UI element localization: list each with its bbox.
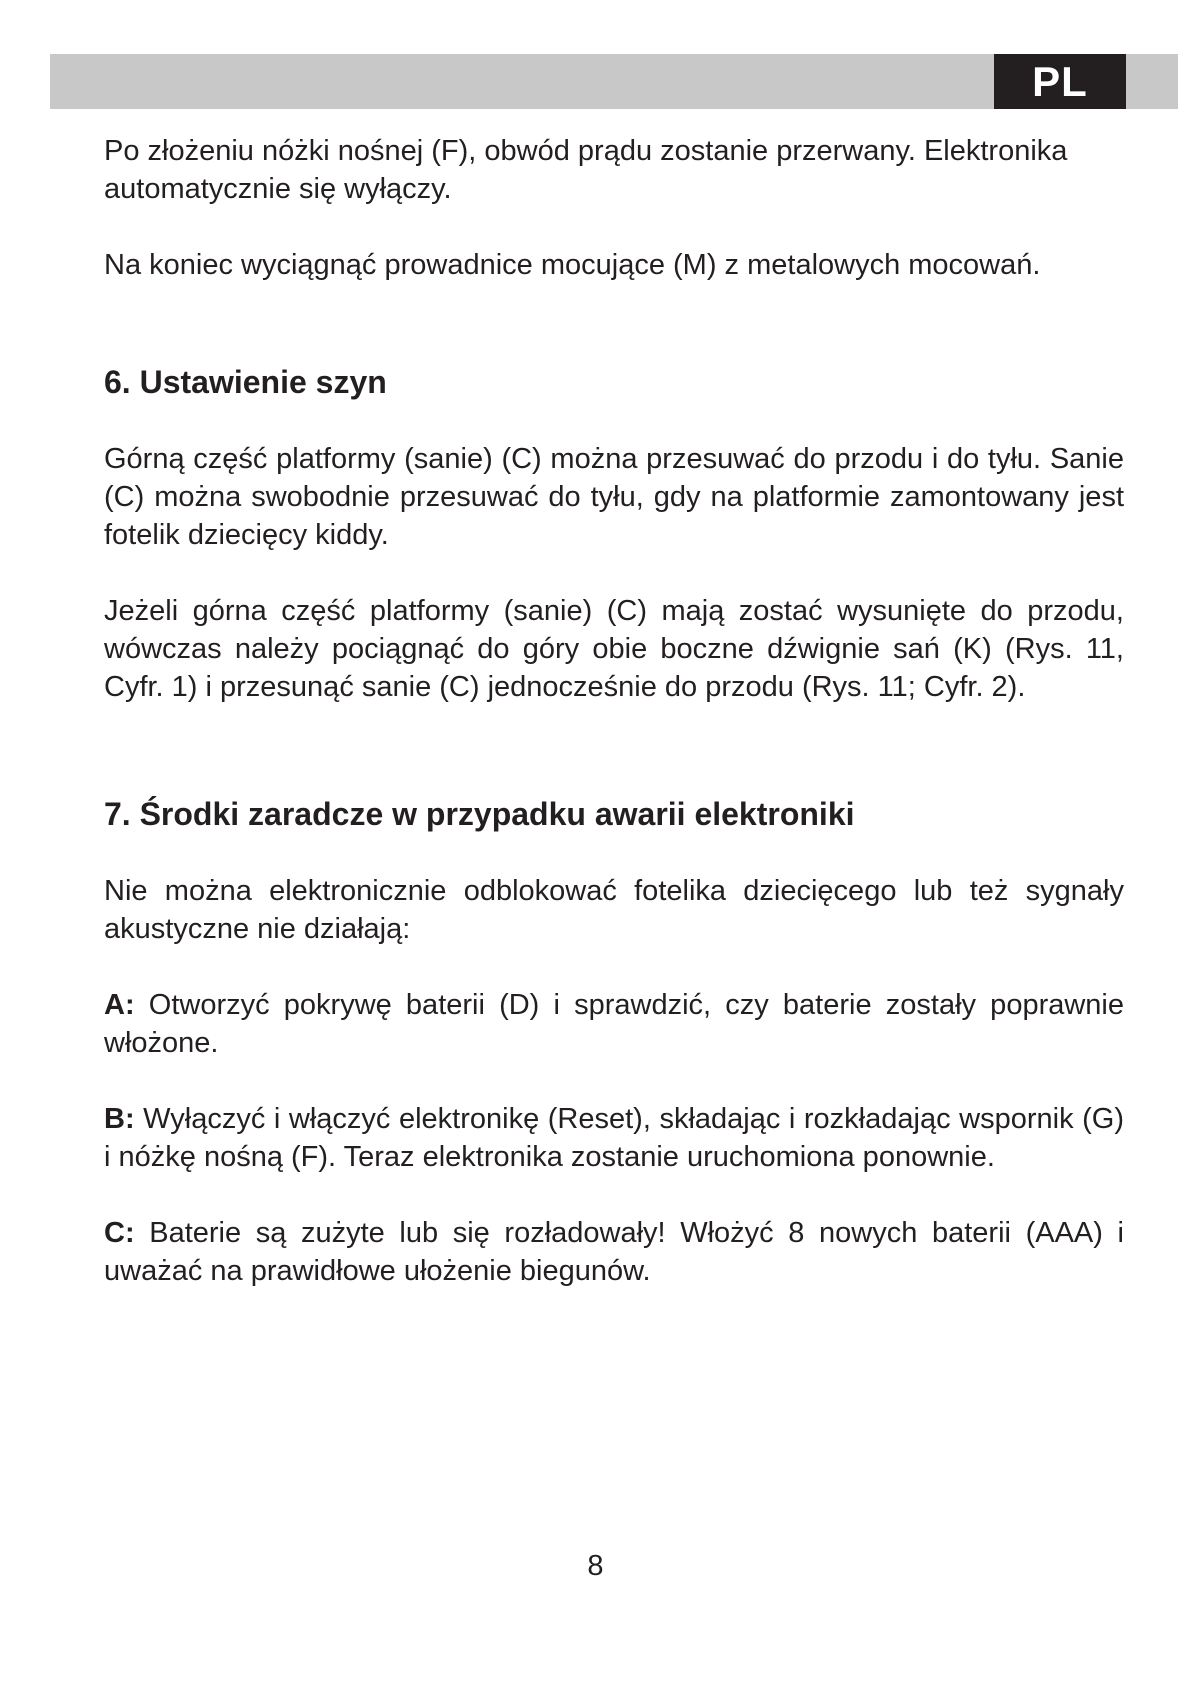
intro-paragraph-2: Na koniec wyciągnąć prowadnice mocujące (M) z metalowych mocowań.: [104, 249, 1041, 281]
remedy-item-text: Otworzyć pokrywę baterii (D) i sprawdzić, czy baterie zostały poprawnie włożone.: [104, 989, 1124, 1059]
remedy-item-label: C:: [104, 1217, 135, 1249]
section-6-paragraph-1: Górną część platformy (sanie) (C) można przesuwać do przodu i do tyłu. Sanie (C) można swobodnie przesuwać do tyłu, gdy na platformie zamontowany jest fotelik dziecięcy kiddy.: [104, 443, 1124, 551]
remedy-item-a: [104, 986, 1124, 1062]
intro-paragraph-1: Po złożeniu nóżki nośnej (F), obwód prądu zostanie przerwany. Elektronika automatycznie się wyłączy.: [104, 135, 1068, 205]
page-number: 8: [587, 1550, 604, 1582]
remedy-item-text: Wyłączyć i włączyć elektronikę (Reset), składając i rozkładając wspornik (G) i nóżkę nośną (F). Teraz elektronika zostanie uruchomiona ponownie.: [104, 1103, 1124, 1173]
section-6-heading: 6. Ustawienie szyn: [104, 364, 387, 400]
language-badge: PL: [994, 54, 1126, 109]
section-7-heading: 7. Środki zaradcze w przypadku awarii elektroniki: [104, 796, 855, 832]
remedy-item-b: [104, 1100, 1124, 1176]
section-7-intro: Nie można elektronicznie odblokować fotelika dziecięcego lub też sygnały akustyczne nie działają:: [104, 875, 1124, 945]
section-6-paragraph-2: Jeżeli górna część platformy (sanie) (C) mają zostać wysunięte do przodu, wówczas należy pociągnąć do góry obie boczne dźwignie sań (K) (Rys. 11, Cyfr. 1) i przesunąć sanie (C) jednocześnie do przodu (Rys. 11; Cyfr. 2).: [104, 595, 1124, 703]
page-content: [104, 132, 1124, 1290]
remedy-item-label: A:: [104, 989, 135, 1021]
remedy-item-c: [104, 1214, 1124, 1290]
remedy-item-label: B:: [104, 1103, 135, 1135]
remedy-item-text: Baterie są zużyte lub się rozładowały! Włożyć 8 nowych baterii (AAA) i uważać na prawidłowe ułożenie biegunów.: [104, 1217, 1124, 1287]
